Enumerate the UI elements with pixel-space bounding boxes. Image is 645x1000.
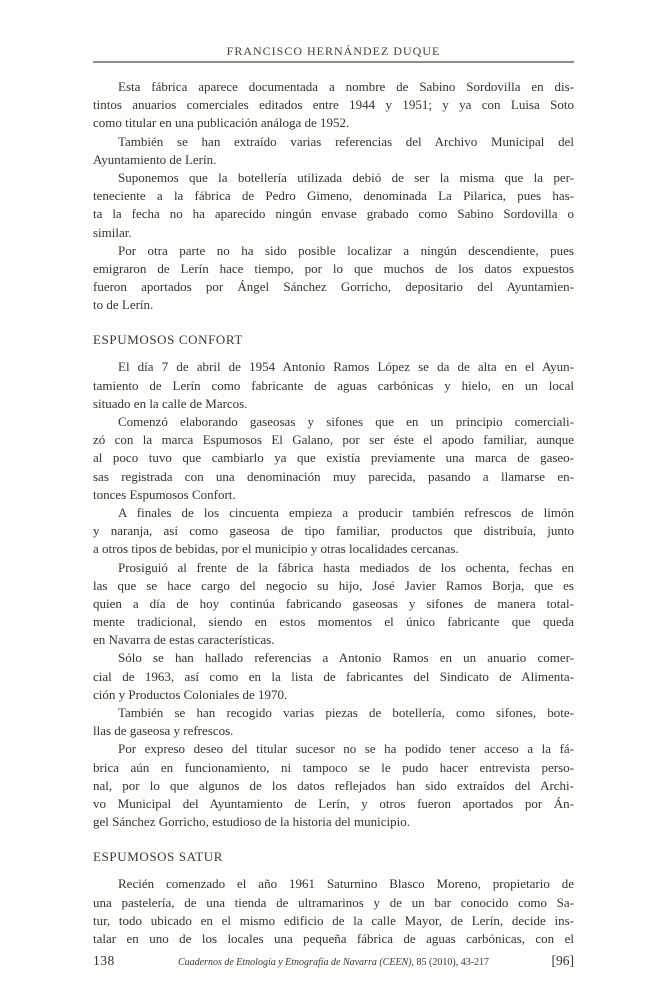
- text-line: tamiento de Lerín como fabricante de aguas carbónicas y hielo, en un local: [93, 377, 574, 393]
- paragraph: [93, 559, 574, 650]
- text-line: Por otra parte no ha sido posible localizar a ningún descendiente, pues: [118, 242, 574, 258]
- text-line: las que se hace cargo del negocio su hijo, José Javier Ramos Borja, que es: [93, 577, 574, 593]
- text-line: Prosiguió al frente de la fábrica hasta mediados de los ochenta, fechas en: [118, 559, 574, 575]
- header-rule: [93, 61, 574, 63]
- journal-title: Cuadernos de Etnología y Etnografía de Navarra (CEEN),: [177, 957, 415, 968]
- text-line: Suponemos que la botellería utilizada debió de ser la misma que la per-: [118, 169, 574, 185]
- text-line: emigraron de Lerín hace tiempo, por lo que muchos de los datos expuestos: [93, 260, 574, 276]
- text-line: llas de gaseosa y refrescos.: [93, 723, 234, 739]
- section-heading: ESPUMOSOS SATUR: [93, 849, 224, 865]
- text-line: tonces Espumosos Confort.: [93, 486, 236, 502]
- text-line: Recién comenzado el año 1961 Saturnino Blasco Moreno, propietario de: [118, 876, 574, 892]
- text-line: Sólo se han hallado referencias a Antonio Ramos en un anuario comer-: [118, 650, 574, 666]
- paragraph: [93, 242, 574, 315]
- text-line: ción y Productos Coloniales de 1970.: [93, 686, 288, 702]
- paragraph: [93, 78, 574, 133]
- page-body: [93, 78, 574, 948]
- text-line: Ayuntamiento de Lerín.: [93, 151, 217, 167]
- text-line: a otros tipos de bebidas, por el municipio y otras localidades cercanas.: [93, 541, 459, 557]
- footer: [93, 953, 574, 969]
- text-line: to de Lerín.: [93, 297, 154, 313]
- text-line: fueron aportados por Ángel Sánchez Gorricho, depositario del Ayuntamien-: [93, 279, 574, 295]
- text-line: quien a día de hoy continúa fabricando gaseosas y sifones de manera total-: [93, 595, 574, 611]
- text-line: ta la fecha no ha aparecido ningún envase grabado como Sabino Sordovilla o: [93, 206, 574, 222]
- text-line: El día 7 de abril de 1954 Antonio Ramos López se da de alta en el Ayun-: [118, 359, 574, 375]
- text-line: al poco tuvo que cambiarlo ya que existía previamente una marca de gaseo-: [93, 450, 574, 466]
- text-line: brica aún en funcionamiento, ni tampoco se le pudo hacer entrevista perso-: [93, 759, 574, 775]
- text-line: y naranja, así como gaseosa de tipo familiar, productos que distribuía, junto: [93, 523, 574, 539]
- text-line: Por expreso deseo del titular sucesor no se ha podido tener acceso a la fá-: [118, 741, 574, 757]
- folio-number: [96]: [551, 953, 574, 968]
- paragraph: [93, 504, 574, 559]
- text-line: nal, por lo que algunos de los datos reflejados han sido extraídos del Archi-: [93, 777, 574, 793]
- text-line: tintos anuarios comerciales editados entre 1944 y 1951; y ya con Luisa Soto: [93, 97, 574, 113]
- text-line: zó con la marca Espumosos El Galano, por ser éste el apodo familiar, aunque: [93, 432, 574, 448]
- text-line: sas registrada con una denominación muy parecida, pasando a llamarse en-: [93, 468, 574, 484]
- text-line: una pastelería, de una tienda de ultramarinos y de un bar conocido como Sa-: [93, 894, 574, 910]
- paragraph: [93, 704, 574, 740]
- running-header: FRANCISCO HERNÁNDEZ DUQUE: [226, 44, 441, 58]
- paragraph: [93, 358, 574, 413]
- text-line: Comenzó elaborando gaseosas y sifones que en un principio comerciali-: [118, 414, 574, 429]
- journal-citation: [163, 957, 504, 968]
- paragraph: [93, 649, 574, 704]
- text-line: en Navarra de estas características.: [93, 632, 275, 648]
- text-line: situado en la calle de Marcos.: [93, 395, 248, 411]
- text-line: gel Sánchez Gorricho, estudioso de la historia del municipio.: [93, 814, 410, 830]
- text-line: teneciente a la fábrica de Pedro Gimeno, denominada La Pilarica, pues has-: [93, 188, 574, 204]
- text-line: mente tradicional, siendo en estos momentos el único fabricante que queda: [93, 614, 574, 630]
- page-number: 138: [93, 953, 115, 968]
- text-line: similar.: [93, 224, 132, 240]
- paragraph: [93, 740, 574, 831]
- paragraph: [93, 169, 574, 242]
- text-line: como titular en una publicación análoga de 1952.: [93, 115, 350, 131]
- journal-issue-info: 85 (2010), 43-217: [414, 957, 490, 968]
- text-line: talar en uno de los locales una pequeña fábrica de aguas carbónicas, con el: [93, 930, 574, 946]
- text-line: cial de 1963, así como en la lista de fabricantes del Sindicato de Alimenta-: [93, 668, 574, 684]
- section-heading: ESPUMOSOS CONFORT: [93, 332, 243, 348]
- text-line: También se han recogido varias piezas de botellería, como sifones, bote-: [118, 705, 574, 720]
- text-line: Esta fábrica aparece documentada a nombre de Sabino Sordovilla en dis-: [118, 79, 574, 94]
- text-line: vo Municipal del Ayuntamiento de Lerín, y otros fueron aportados por Án-: [93, 795, 574, 811]
- paragraph: [93, 133, 574, 169]
- text-line: También se han extraído varias referencias del Archivo Municipal del: [118, 133, 574, 149]
- text-line: tur, todo ubicado en el mismo edificio de la calle Mayor, de Lerín, decide ins-: [93, 912, 574, 928]
- text-line: A finales de los cincuenta empieza a producir también refrescos de limón: [118, 504, 574, 520]
- paragraph: [93, 413, 574, 504]
- paragraph: [93, 875, 574, 948]
